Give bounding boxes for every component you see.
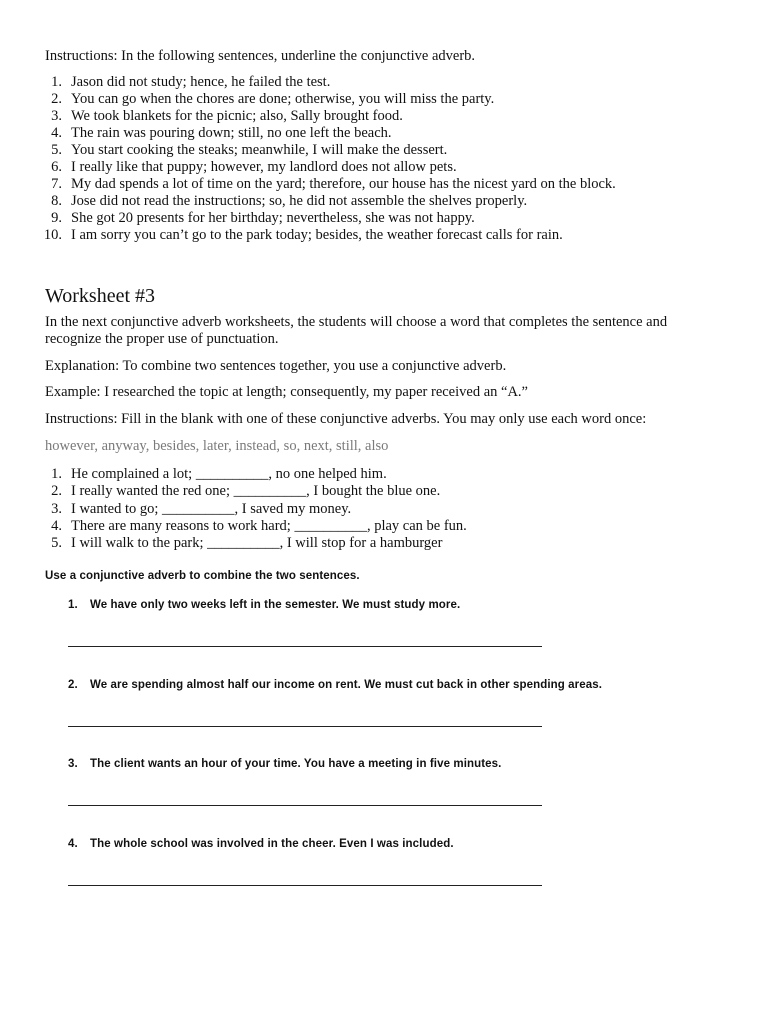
answer-line[interactable] [68,726,542,727]
list-item-text: The rain was pouring down; still, no one left the beach. [71,125,392,141]
worksheet-heading: Worksheet #3 [45,285,156,307]
list-item-text: You start cooking the steaks; meanwhile, I will make the dessert. [71,142,448,158]
adverb-word-bank: however, anyway, besides, later, instead, so, next, still, also [45,438,389,454]
explanation-text: Explanation: To combine two sentences together, you use a conjunctive adverb. [45,358,507,374]
list-item-number: 5. [51,142,62,158]
list-item-number: 3. [51,108,62,124]
combine-item-text: The client wants an hour of your time. You have a meeting in five minutes. [90,758,502,770]
fill-in-item-text: I will walk to the park; __________, I will stop for a hamburger [71,535,443,551]
fill-in-instructions: Instructions: Fill in the blank with one of these conjunctive adverbs. You may only use each word once: [45,411,647,427]
list-item-number: 10. [43,227,62,243]
list-item-number: 1. [51,74,62,90]
answer-line[interactable] [68,805,542,806]
fill-in-item-text: I wanted to go; __________, I saved my money. [71,500,352,517]
fill-in-item-number: 4. [51,517,62,534]
combine-item-number: 4. [68,838,78,850]
answer-line[interactable] [68,885,542,886]
list-item-number: 7. [51,176,62,192]
list-item-number: 9. [51,210,62,226]
combine-instructions: Use a conjunctive adverb to combine the two sentences. [45,570,360,582]
combine-item-text: The whole school was involved in the cheer. Even I was included. [90,838,454,850]
worksheet-intro: In the next conjunctive adverb worksheets, the students will choose a word that completes the sentence and recognize the proper use of punctuation. [45,314,668,347]
fill-in-item-number: 3. [51,500,62,517]
example-text: Example: I researched the topic at length; consequently, my paper received an “A.” [45,384,528,400]
list-item-number: 2. [51,91,62,107]
list-item-text: She got 20 presents for her birthday; nevertheless, she was not happy. [71,210,475,226]
list-item-number: 6. [51,159,62,175]
list-item-text: My dad spends a lot of time on the yard; therefore, our house has the nicest yard on the block. [71,176,616,192]
fill-in-item-text: I really wanted the red one; __________, I bought the blue one. [71,483,441,500]
combine-item-number: 2. [68,679,78,691]
combine-item-text: We are spending almost half our income on rent. We must cut back in other spending areas. [90,679,603,691]
list-item-text: You can go when the chores are done; otherwise, you will miss the party. [71,91,495,107]
combine-item-number: 1. [68,599,78,611]
part1-instructions: Instructions: In the following sentences, underline the conjunctive adverb. [45,48,476,64]
fill-in-item-number: 2. [51,483,62,500]
list-item-text: I really like that puppy; however, my landlord does not allow pets. [71,159,457,175]
list-item-text: I am sorry you can’t go to the park today; besides, the weather forecast calls for rain. [71,227,563,243]
list-item-number: 8. [51,193,62,209]
combine-item-text: We have only two weeks left in the semester. We must study more. [90,599,461,611]
list-item-number: 4. [51,125,62,141]
fill-in-item-number: 1. [51,466,62,482]
list-item-text: We took blankets for the picnic; also, Sally brought food. [71,108,403,124]
combine-item-number: 3. [68,758,78,770]
fill-in-item-text: There are many reasons to work hard; __________, play can be fun. [71,517,467,534]
fill-in-item-number: 5. [51,535,62,551]
list-item-text: Jason did not study; hence, he failed the test. [71,74,331,90]
answer-line[interactable] [68,646,542,647]
list-item-text: Jose did not read the instructions; so, he did not assemble the shelves properly. [71,193,528,209]
fill-in-item-text: He complained a lot; __________, no one helped him. [71,466,387,482]
